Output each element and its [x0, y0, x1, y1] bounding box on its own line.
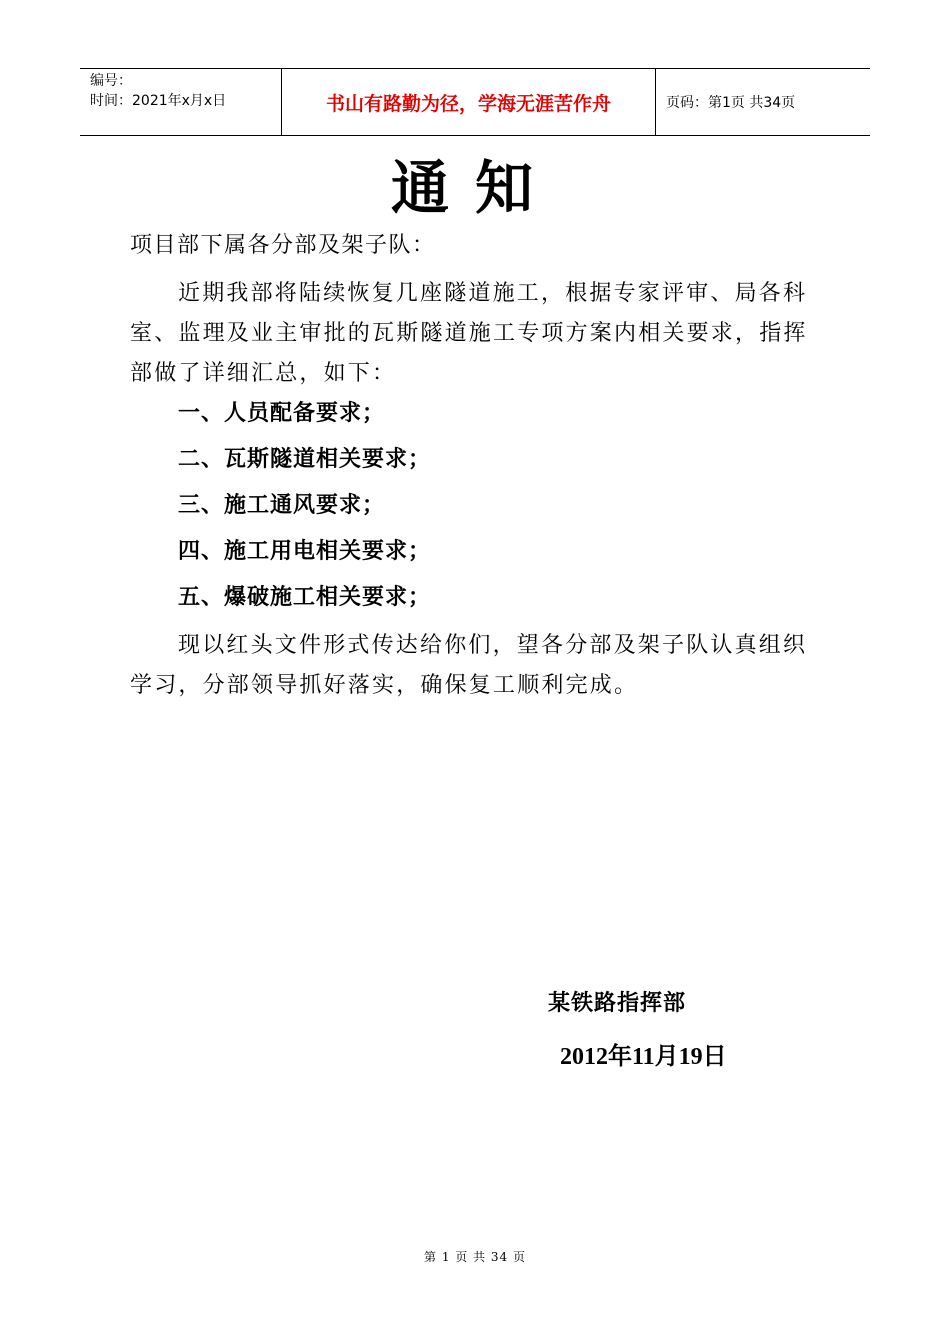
requirement-item: 五、爆破施工相关要求； [178, 584, 432, 610]
header-meta-cell [80, 69, 282, 135]
header-page-info: 页码：第1页 共34页 [666, 95, 796, 111]
document-time-label: 时间：2021年x月x日 [90, 93, 227, 109]
requirement-item: 一、人员配备要求； [178, 400, 386, 426]
document-number-label: 编号： [90, 73, 132, 89]
document-header [80, 68, 870, 136]
page-footer: 第 1 页 共 34 页 [424, 1250, 526, 1264]
signature-date: 2012年11月19日 [560, 1044, 727, 1070]
signature-organization: 某铁路指挥部 [548, 990, 687, 1016]
requirement-item: 二、瓦斯隧道相关要求； [178, 446, 432, 472]
document-title: 通知 [390, 154, 559, 222]
header-motto: 书山有路勤为径，学海无涯苦作舟 [282, 69, 656, 135]
requirement-item: 三、施工通风要求； [178, 492, 386, 518]
body-paragraph-2: 现以红头文件形式传达给你们，望各分部及架子队认真组织学习，分部领导抓好落实，确保复工顺利完成。 [130, 633, 808, 698]
requirement-list [178, 390, 431, 620]
requirement-item: 四、施工用电相关要求； [178, 538, 432, 564]
salutation: 项目部下属各分部及架子队： [130, 233, 436, 258]
body-paragraph-1: 近期我部将陆续恢复几座隧道施工，根据专家评审、局各科室、监理及业主审批的瓦斯隧道施工专项方案内相关要求，指挥部做了详细汇总，如下： [130, 281, 808, 386]
